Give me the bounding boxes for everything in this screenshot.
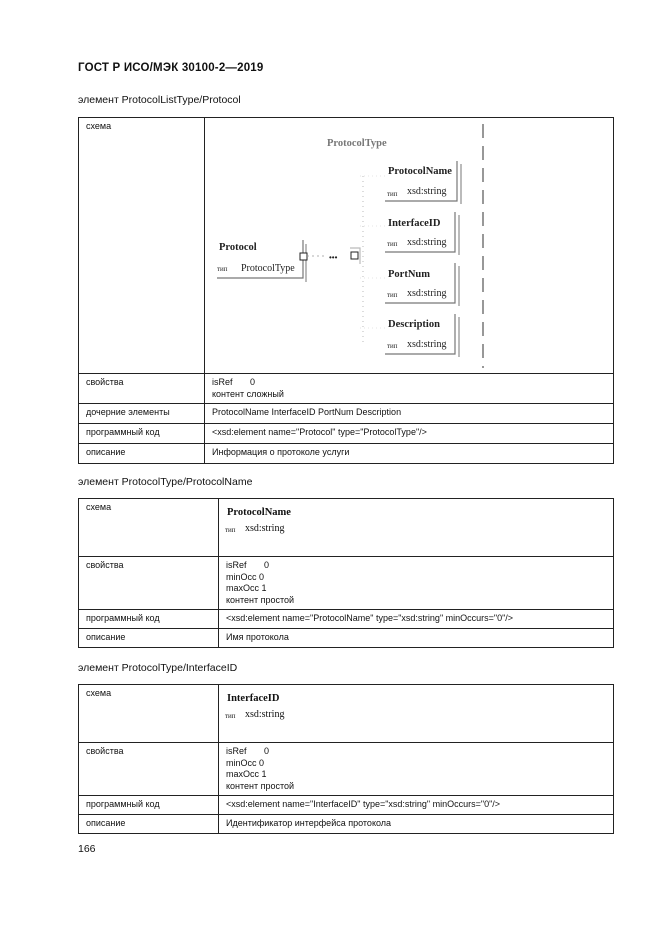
section-title-protocol: элемент ProtocolListType/Protocol — [78, 94, 241, 106]
complex-type-title: ProtocolType — [327, 138, 387, 149]
table-interfaceid — [78, 684, 614, 834]
child-element-protocolname — [385, 161, 461, 204]
sequence-icon: ••• — [329, 253, 338, 262]
property-line: isRef 0 — [226, 746, 270, 756]
child-type: xsd:string — [407, 186, 447, 197]
child-type: xsd:string — [407, 288, 447, 299]
children-value: ProtocolName InterfaceID PortNum Description — [205, 404, 614, 424]
schema-diagram-cell — [219, 685, 614, 743]
child-name: ProtocolName — [388, 166, 452, 177]
property-line: minOcc 0 — [226, 757, 265, 768]
description-value: Идентификатор интерфейса протокола — [219, 815, 614, 834]
children-label: дочерние элементы — [79, 404, 205, 424]
element-type-label: тип — [225, 712, 236, 720]
element-name: InterfaceID — [227, 693, 280, 704]
code-value: <xsd:element name="ProtocolName" type="xsd:string" minOccurs="0"/> — [219, 610, 614, 629]
element-name: ProtocolName — [227, 507, 291, 518]
child-type: xsd:string — [407, 339, 447, 350]
element-type: xsd:string — [245, 709, 285, 720]
description-label: описание — [79, 629, 219, 648]
properties-label: свойства — [79, 374, 205, 404]
properties-label: свойства — [79, 743, 219, 796]
schema-diagram-cell — [205, 118, 614, 374]
child-element-portnum — [385, 263, 459, 306]
description-label: описание — [79, 815, 219, 834]
child-type-label: тип — [387, 240, 398, 248]
child-element-description — [385, 314, 459, 357]
sequence-box-icon — [351, 252, 358, 259]
page-number: 166 — [78, 843, 96, 855]
code-label: программный код — [79, 610, 219, 629]
schema-diagram-cell — [219, 499, 614, 557]
property-line: maxOcc 1 — [226, 769, 267, 779]
child-type-label: тип — [387, 190, 398, 198]
element-protocol-type-label: тип — [217, 265, 228, 273]
description-label: описание — [79, 444, 205, 464]
element-protocol — [217, 240, 307, 282]
property-line: maxOcc 1 — [226, 583, 267, 593]
property-line: minOcc 0 — [226, 571, 265, 582]
expand-box-icon — [300, 253, 307, 260]
section-title-interfaceid: элемент ProtocolType/InterfaceID — [78, 662, 238, 674]
section-title-protocolname: элемент ProtocolType/ProtocolName — [78, 476, 253, 488]
description-value: Имя протокола — [219, 629, 614, 648]
code-value: <xsd:element name="InterfaceID" type="xsd:string" minOccurs="0"/> — [219, 796, 614, 815]
element-protocol-type: ProtocolType — [241, 263, 295, 274]
code-label: программный код — [79, 796, 219, 815]
schema-diagram — [219, 499, 613, 556]
table-protocolname — [78, 498, 614, 648]
code-label: программный код — [79, 424, 205, 444]
document-header: ГОСТ Р ИСО/МЭК 30100-2—2019 — [78, 62, 264, 74]
schema-label: схема — [79, 685, 219, 743]
child-name: PortNum — [388, 269, 430, 280]
table-protocol — [78, 117, 614, 464]
code-value: <xsd:element name="Protocol" type="ProtocolType"/> — [205, 424, 614, 444]
properties-value — [205, 374, 614, 404]
child-name: Description — [388, 319, 440, 330]
child-type-label: тип — [387, 291, 398, 299]
element-protocol-name: Protocol — [219, 242, 257, 253]
child-element-interfaceid — [385, 212, 459, 255]
description-value: Информация о протоколе услуги — [205, 444, 614, 464]
property-line: контент сложный — [212, 388, 284, 399]
element-type-label: тип — [225, 526, 236, 534]
property-line: контент простой — [226, 594, 295, 605]
child-type-label: тип — [387, 342, 398, 350]
child-type: xsd:string — [407, 237, 447, 248]
schema-label: схема — [79, 118, 205, 374]
properties-label: свойства — [79, 557, 219, 610]
property-line: контент простой — [226, 780, 295, 791]
schema-label: схема — [79, 499, 219, 557]
properties-value — [219, 743, 614, 796]
schema-diagram — [219, 685, 613, 742]
properties-value — [219, 557, 614, 610]
schema-diagram — [205, 118, 613, 372]
property-line: isRef 0 — [212, 377, 256, 387]
child-name: InterfaceID — [388, 218, 441, 229]
property-line: isRef 0 — [226, 560, 270, 570]
element-type: xsd:string — [245, 523, 285, 534]
